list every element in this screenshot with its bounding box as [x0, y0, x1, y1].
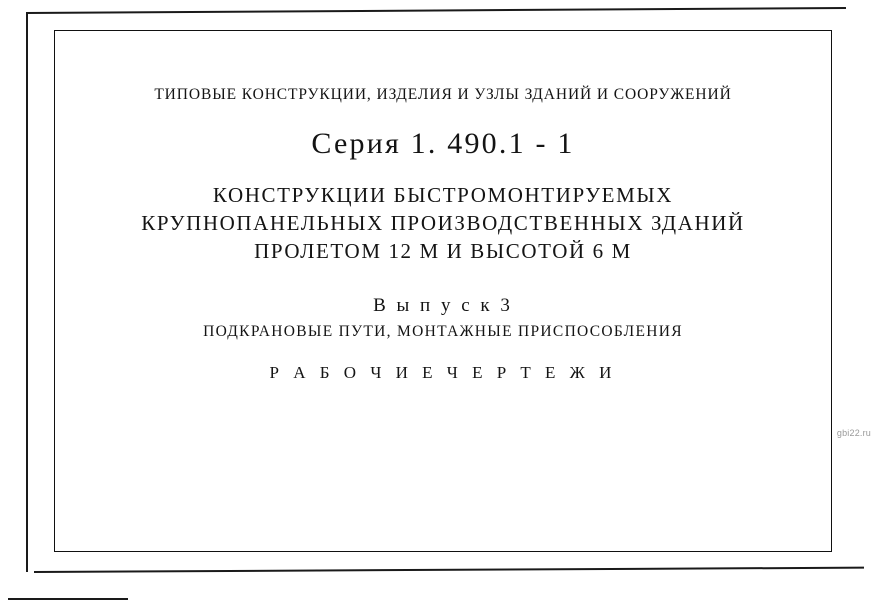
scan-border-top	[26, 7, 846, 14]
scan-border-left	[26, 12, 28, 572]
scan-border-bottom	[34, 567, 864, 573]
subtitle-line-3: ПРОЛЕТОМ 12 М И ВЫСОТОЙ 6 М	[254, 239, 632, 263]
subtitle-line-2: КРУПНОПАНЕЛЬНЫХ ПРОИЗВОДСТВЕННЫХ ЗДАНИЙ	[141, 211, 745, 235]
issue-subtitle: ПОДКРАНОВЫЕ ПУТИ, МОНТАЖНЫЕ ПРИСПОСОБЛЕНИЯ	[203, 323, 683, 340]
drawings-label: Р А Б О Ч И Е Ч Е Р Т Е Ж И	[269, 363, 617, 382]
document-category-line: ТИПОВЫЕ КОНСТРУКЦИИ, ИЗДЕЛИЯ И УЗЛЫ ЗДАНИЙ И СООРУЖЕНИЙ	[154, 86, 732, 103]
scan-border-bottom-stub	[8, 598, 128, 600]
issue-label: В ы п у с к 3	[373, 295, 513, 316]
watermark-text: gbi22.ru	[836, 428, 871, 438]
subtitle-line-1: КОНСТРУКЦИИ БЫСТРОМОНТИРУЕМЫХ	[212, 183, 674, 207]
title-block-frame	[54, 30, 832, 552]
series-title: Серия 1. 490.1 - 1	[311, 127, 575, 160]
